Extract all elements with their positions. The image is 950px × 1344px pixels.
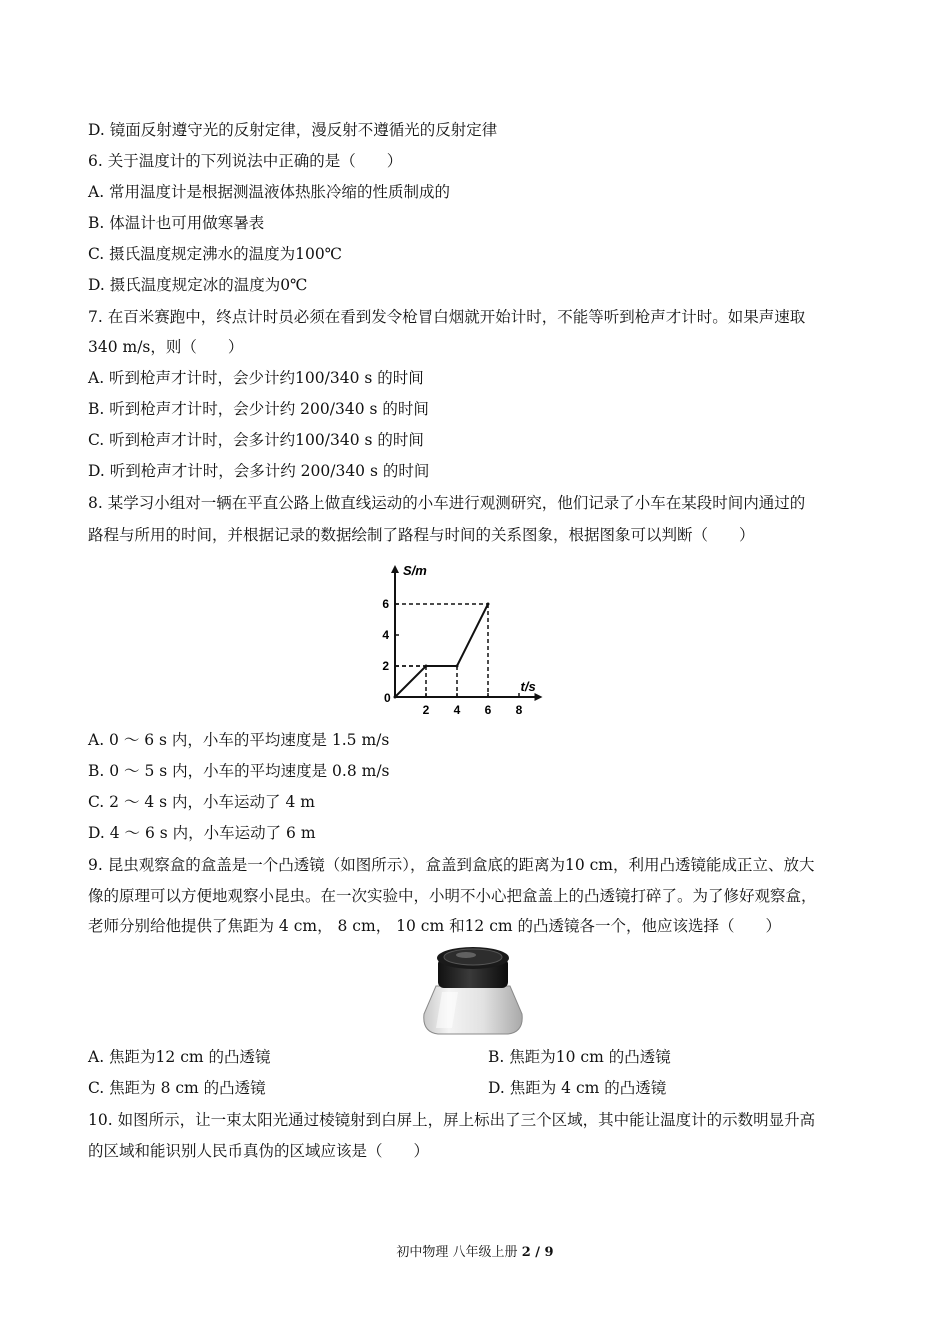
q9-stem-line1: 9. 昆虫观察盒的盒盖是一个凸透镜（如图所示），盒盖到盒底的距离为10 cm，利用凸透镜能成正立、放大	[88, 856, 815, 874]
y-tick-label: 2	[382, 659, 389, 673]
footer-text: 初中物理 八年级上册	[396, 1245, 522, 1260]
page-number: 2 / 9	[521, 1245, 554, 1260]
x-tick-label: 8	[515, 703, 523, 717]
y-tick-label: 4	[382, 628, 389, 642]
q7-stem-line1: 7. 在百米赛跑中，终点计时员必须在看到发令枪冒白烟就开始计时，不能等听到枪声才计时。如果声速取	[88, 308, 806, 326]
q5-option-d: D. 镜面反射遵守光的反射定律，漫反射不遵循光的反射定律	[88, 121, 498, 139]
q6-option-a: A. 常用温度计是根据测温液体热胀冷缩的性质制成的	[88, 183, 451, 201]
q9-stem-line2: 像的原理可以方便地观察小昆虫。在一次实验中，小明不小心把盒盖上的凸透镜打碎了。为了修好观察盒，	[88, 887, 817, 905]
data-point	[394, 696, 397, 699]
y-axis-arrow	[391, 565, 399, 573]
q8-option-c: C. 2 ～ 4 s 内，小车运动了 4 m	[88, 793, 315, 811]
data-point	[456, 665, 459, 668]
y-axis-label: S/m	[403, 563, 427, 578]
q8-stem-line2: 路程与所用的时间，并根据记录的数据绘制了路程与时间的关系图象，根据图象可以判断（ ）	[88, 526, 755, 544]
q8-option-b: B. 0 ～ 5 s 内，小车的平均速度是 0.8 m/s	[88, 762, 390, 780]
q9-stem-line3: 老师分别给他提供了焦距为 4 cm， 8 cm， 10 cm 和12 cm 的凸透镜各一个，他应该选择（ ）	[88, 917, 782, 935]
q7-option-d: D. 听到枪声才计时，会多计约 200/340 s 的时间	[88, 462, 430, 480]
q7-option-b: B. 听到枪声才计时，会少计约 200/340 s 的时间	[88, 400, 429, 418]
data-point	[487, 603, 490, 606]
insect-observation-box-image	[418, 944, 528, 1036]
q8-option-a: A. 0 ～ 6 s 内，小车的平均速度是 1.5 m/s	[88, 731, 390, 749]
q9-option-a: A. 焦距为12 cm 的凸透镜	[88, 1048, 271, 1066]
q7-stem-line2: 340 m/s，则（ ）	[88, 338, 244, 356]
x-tick-label: 2	[422, 703, 430, 717]
x-axis-arrow	[535, 693, 543, 701]
q6-option-b: B. 体温计也可用做寒暑表	[88, 214, 265, 232]
q7-option-c: C. 听到枪声才计时，会多计约100/340 s 的时间	[88, 431, 424, 449]
page-footer	[0, 1244, 950, 1262]
q8-stem-line1: 8. 某学习小组对一辆在平直公路上做直线运动的小车进行观测研究，他们记录了小车在某段时间内通过的	[88, 494, 806, 512]
q9-option-d: D. 焦距为 4 cm 的凸透镜	[488, 1079, 667, 1097]
data-point	[425, 665, 428, 668]
series-line	[395, 604, 488, 697]
q9-option-c: C. 焦距为 8 cm 的凸透镜	[88, 1079, 266, 1097]
x-tick-label: 6	[484, 703, 492, 717]
q6-option-c: C. 摄氏温度规定沸水的温度为100℃	[88, 245, 343, 263]
q7-option-a: A. 听到枪声才计时，会少计约100/340 s 的时间	[88, 369, 424, 387]
q8-option-d: D. 4 ～ 6 s 内，小车运动了 6 m	[88, 824, 316, 842]
origin-label: 0	[384, 691, 391, 705]
q9-option-b: B. 焦距为10 cm 的凸透镜	[488, 1048, 671, 1066]
q10-stem-line2: 的区域和能识别人民币真伪的区域应该是（ ）	[88, 1142, 430, 1160]
x-tick-label: 4	[453, 703, 461, 717]
x-axis-label: t/s	[520, 679, 536, 694]
q10-stem-line1: 10. 如图所示，让一束太阳光通过棱镜射到白屏上，屏上标出了三个区域，其中能让温度计的示数明显升高	[88, 1111, 816, 1129]
y-tick-label: 6	[382, 597, 389, 611]
q6-stem: 6. 关于温度计的下列说法中正确的是（ ）	[88, 152, 403, 170]
q6-option-d: D. 摄氏温度规定冰的温度为0℃	[88, 276, 308, 294]
distance-time-graph	[355, 555, 585, 725]
